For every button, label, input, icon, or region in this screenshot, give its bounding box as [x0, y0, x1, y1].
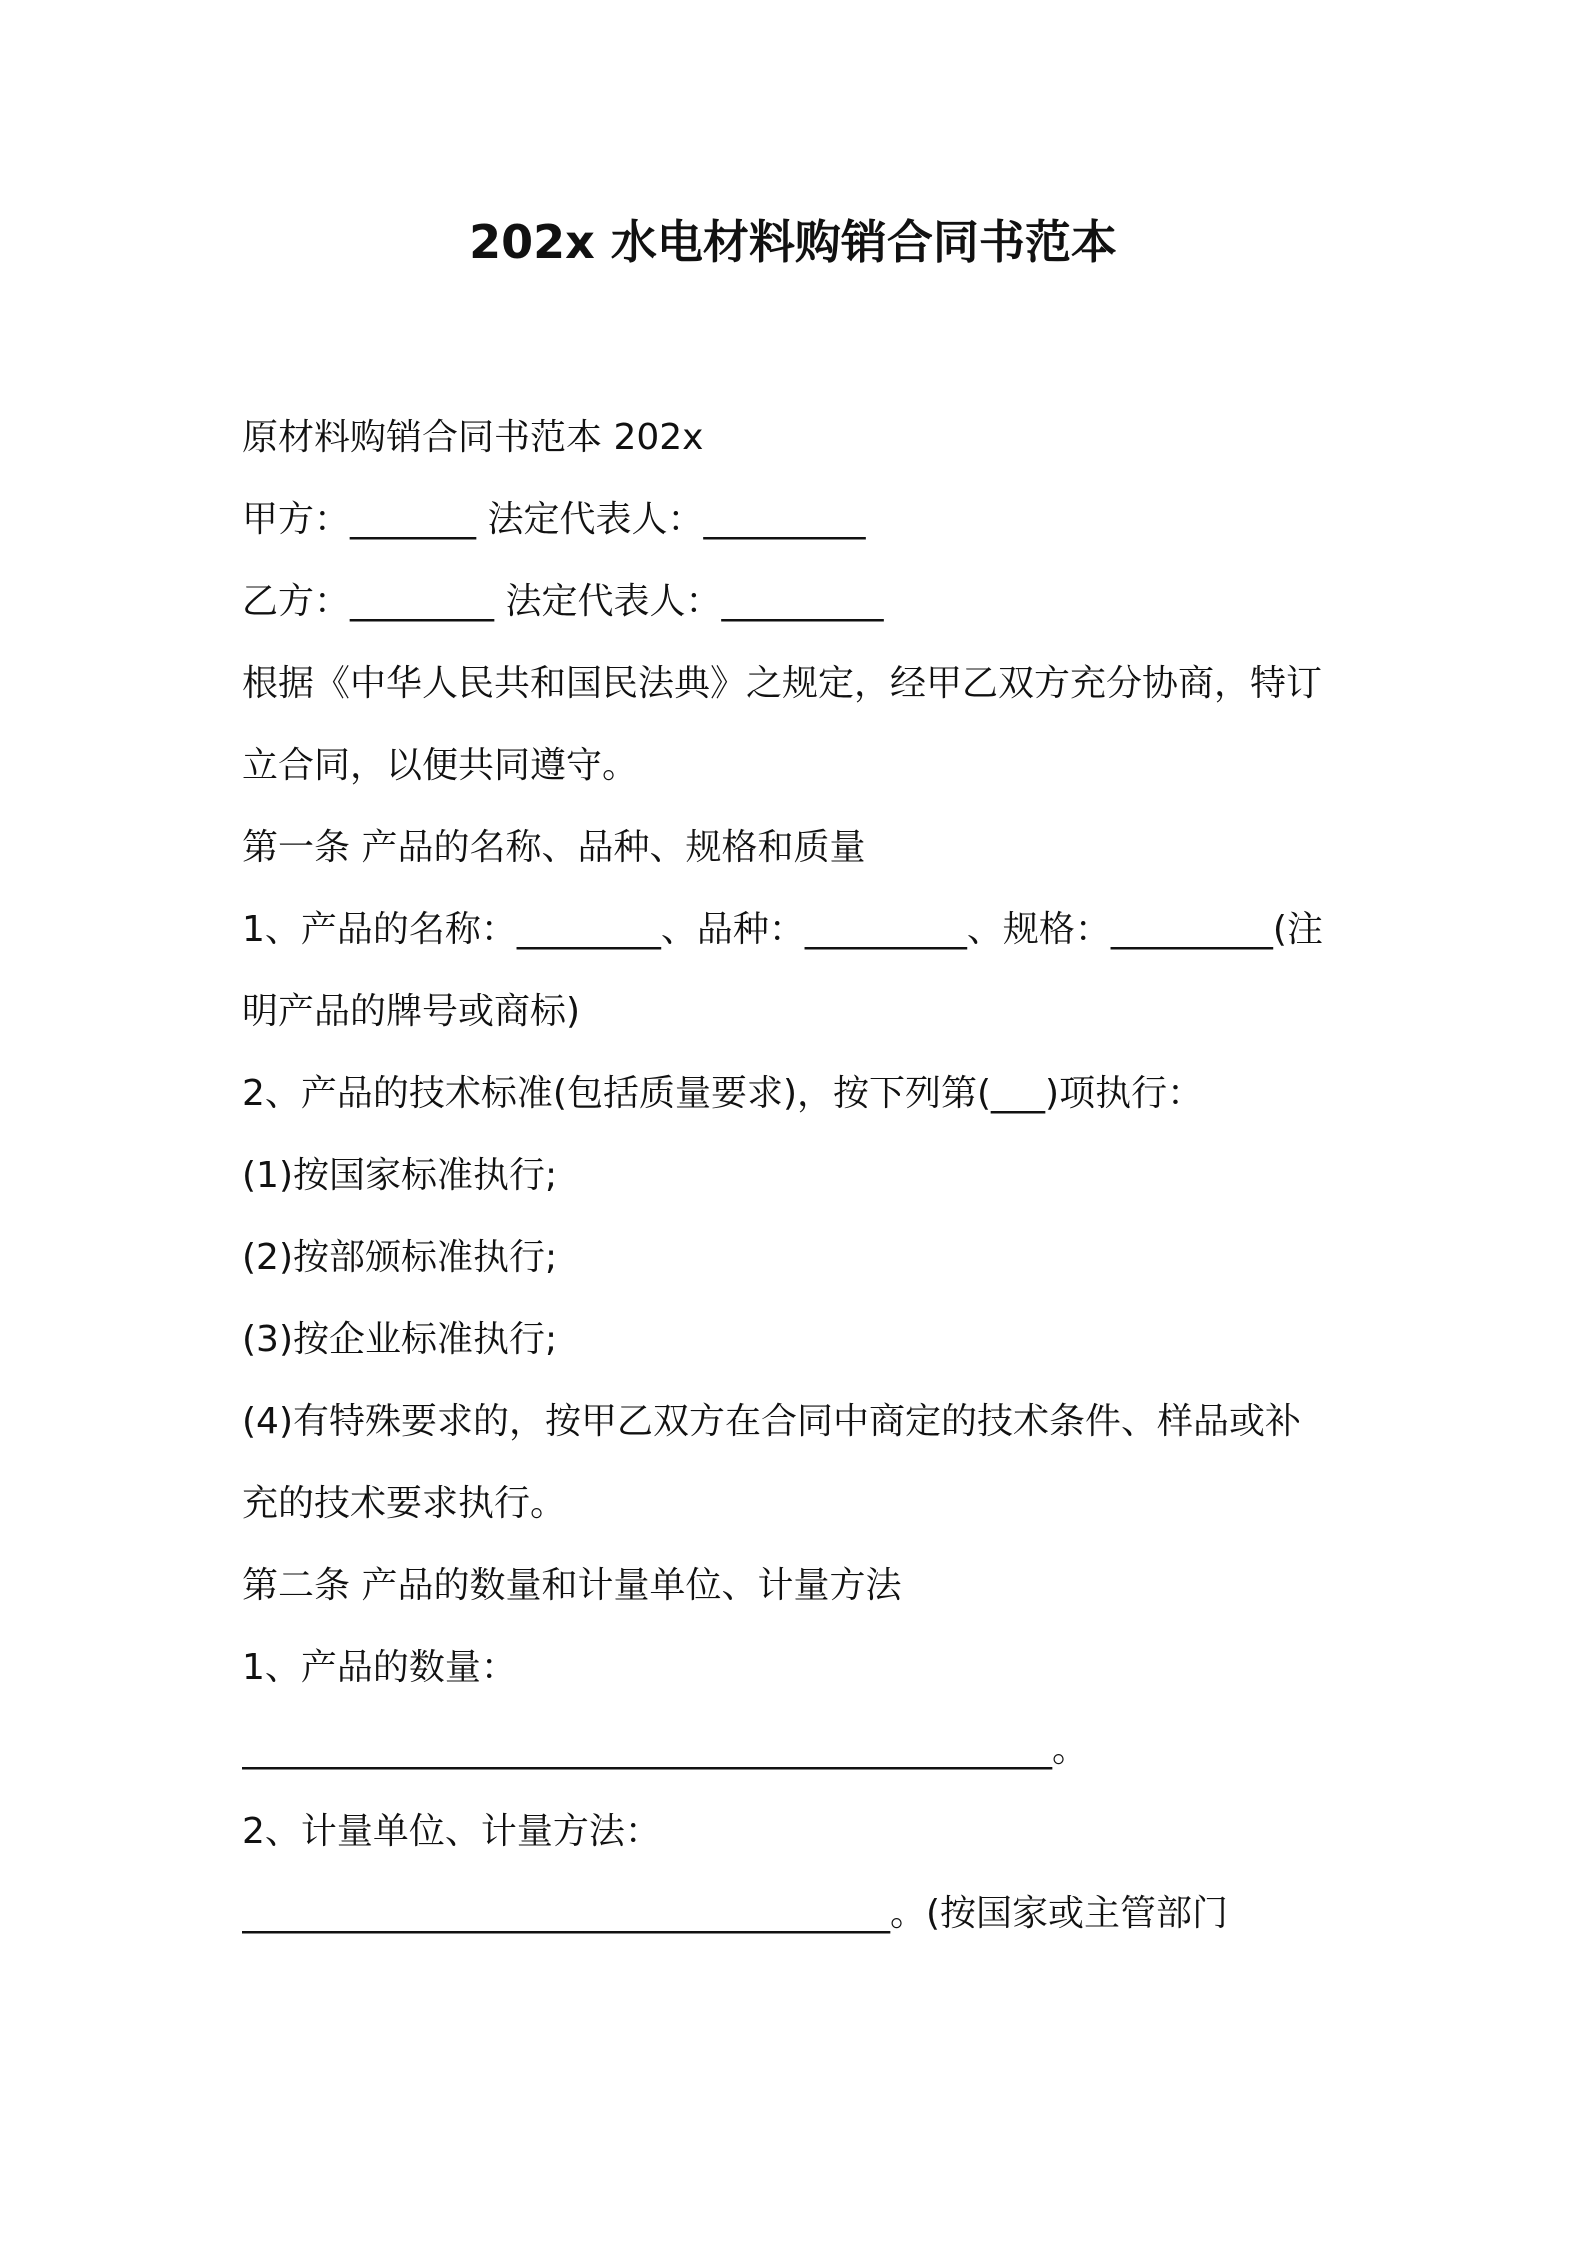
- text-line-subtitle: 原材料购销合同书范本 202x: [242, 417, 704, 458]
- text-line-option-2: (2)按部颁标准执行;: [242, 1237, 558, 1278]
- text-line-measurement-blank: ____________________________________。(按国家或主管部门: [242, 1893, 1229, 1934]
- text-line-party-a: 甲方：_______ 法定代表人：_________: [242, 499, 866, 540]
- text-line-quantity: 1、产品的数量：: [242, 1647, 517, 1688]
- text-line-product-name-cont: 明产品的牌号或商标): [242, 991, 581, 1032]
- text-line-option-4-cont: 充的技术要求执行。: [242, 1483, 567, 1524]
- text-line-option-3: (3)按企业标准执行;: [242, 1319, 558, 1360]
- text-line-tech-standard: 2、产品的技术标准(包括质量要求)，按下列第(___)项执行：: [242, 1073, 1204, 1114]
- document-title: 202x 水电材料购销合同书范本: [469, 215, 1117, 269]
- text-line-party-b: 乙方：________ 法定代表人：_________: [242, 581, 884, 622]
- text-line-product-name: 1、产品的名称：________、品种：_________、规格：_________(注: [242, 909, 1323, 950]
- text-line-preamble-2: 立合同，以便共同遵守。: [242, 745, 639, 786]
- text-line-option-4: (4)有特殊要求的，按甲乙双方在合同中商定的技术条件、样品或补: [242, 1401, 1301, 1442]
- text-line-article-2-heading: 第二条 产品的数量和计量单位、计量方法: [242, 1565, 902, 1606]
- text-line-measurement: 2、计量单位、计量方法：: [242, 1811, 661, 1852]
- text-line-article-1-heading: 第一条 产品的名称、品种、规格和质量: [242, 827, 866, 868]
- text-line-option-1: (1)按国家标准执行;: [242, 1155, 558, 1196]
- text-line-quantity-blank: _____________________________________________。: [242, 1729, 1088, 1770]
- text-line-preamble-1: 根据《中华人民共和国民法典》之规定，经甲乙双方充分协商，特订: [242, 663, 1323, 704]
